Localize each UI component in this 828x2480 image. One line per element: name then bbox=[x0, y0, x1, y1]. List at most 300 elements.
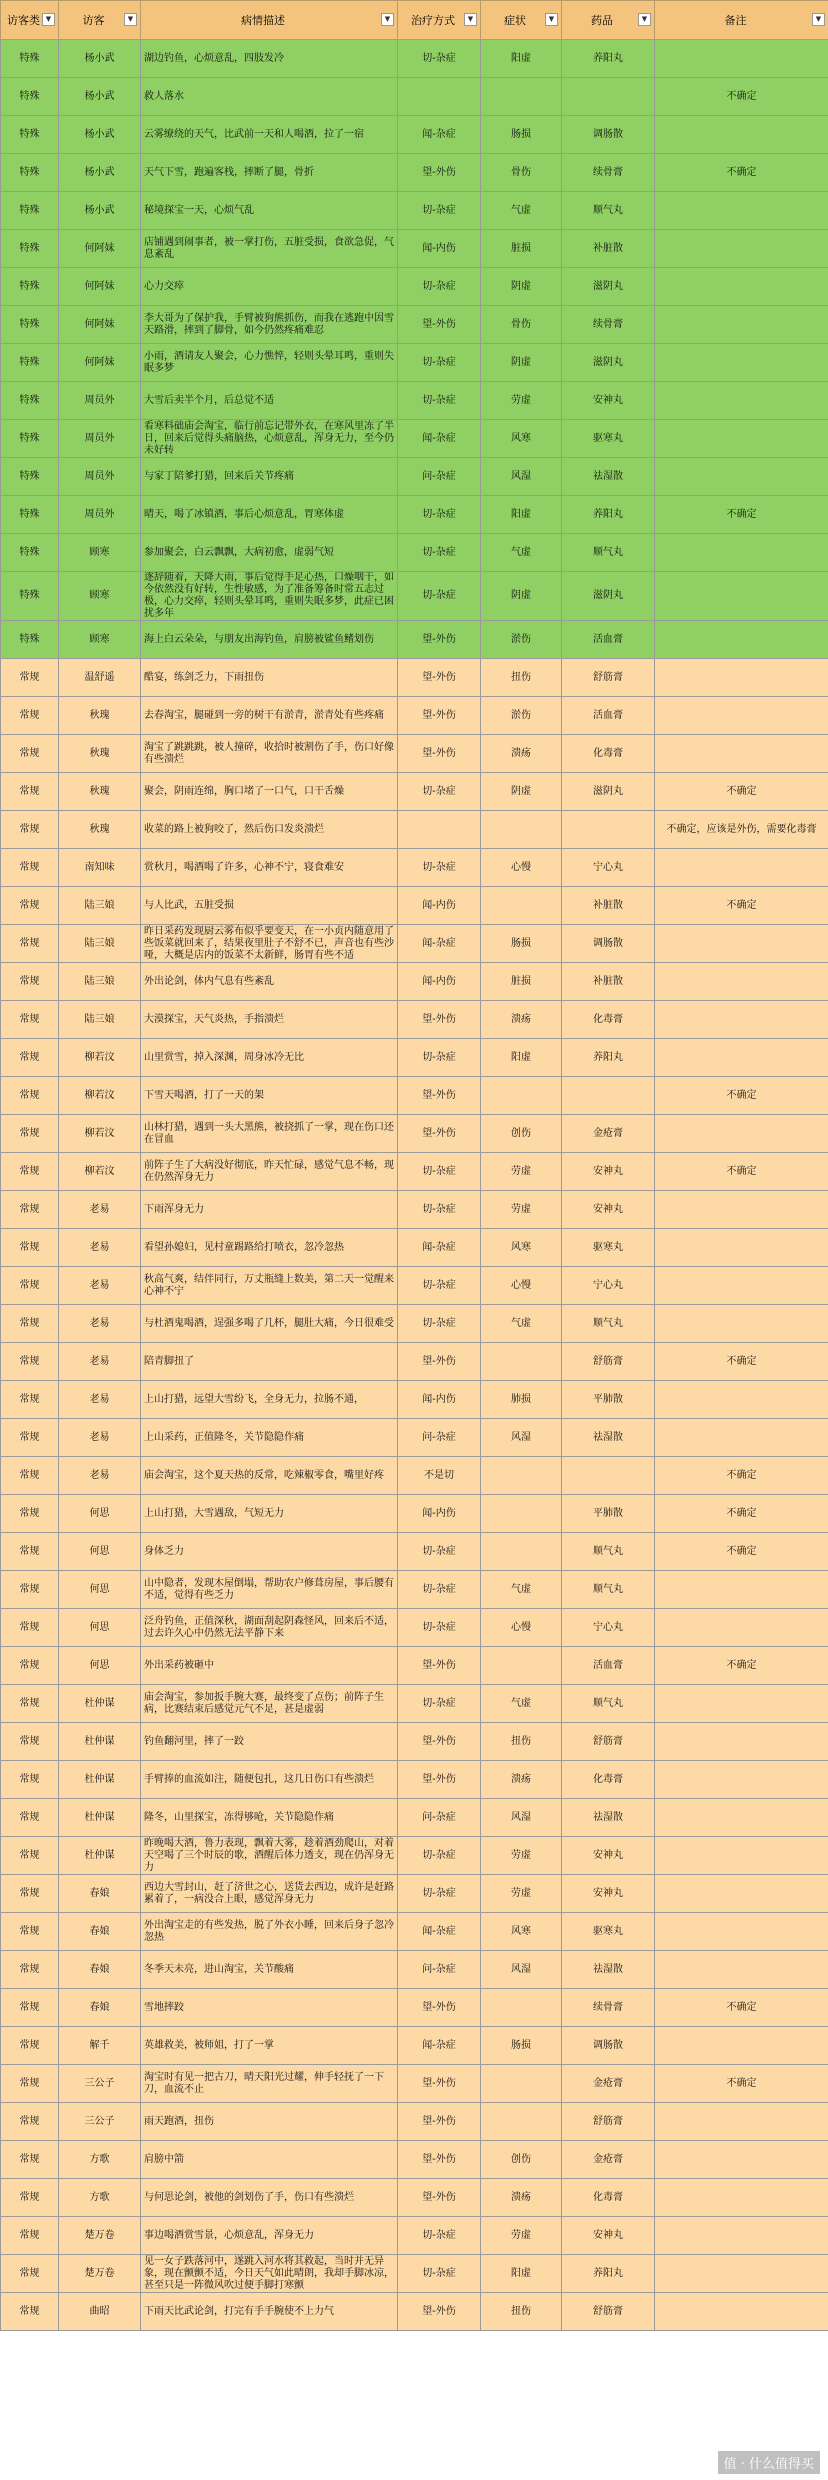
symptom-cell[interactable]: 心慢 bbox=[481, 849, 562, 887]
treatment-method-cell[interactable]: 切-杂症 bbox=[398, 1039, 481, 1077]
treatment-method-cell[interactable]: 问-杂症 bbox=[398, 1799, 481, 1837]
symptom-cell[interactable]: 阳虚 bbox=[481, 1039, 562, 1077]
symptom-cell[interactable]: 风寒 bbox=[481, 1913, 562, 1951]
visitor-name-cell[interactable]: 老易 bbox=[59, 1305, 141, 1343]
symptom-cell[interactable]: 劳虚 bbox=[481, 1191, 562, 1229]
condition-description-cell[interactable]: 山里赏雪，掉入深渊，周身冰冷无比 bbox=[141, 1039, 398, 1077]
remark-cell[interactable] bbox=[655, 2103, 828, 2141]
symptom-cell[interactable]: 劳虚 bbox=[481, 382, 562, 420]
symptom-cell[interactable]: 阴虚 bbox=[481, 344, 562, 382]
medicine-cell[interactable]: 祛湿散 bbox=[562, 458, 655, 496]
medicine-cell[interactable]: 化毒膏 bbox=[562, 735, 655, 773]
visitor-type-cell[interactable]: 特殊 bbox=[1, 621, 59, 659]
treatment-method-cell[interactable]: 望-外伤 bbox=[398, 1647, 481, 1685]
column-header[interactable] bbox=[655, 1, 828, 40]
medicine-cell[interactable]: 活血膏 bbox=[562, 621, 655, 659]
visitor-name-cell[interactable]: 老易 bbox=[59, 1381, 141, 1419]
symptom-cell[interactable]: 气虚 bbox=[481, 1685, 562, 1723]
visitor-name-cell[interactable]: 楚万卷 bbox=[59, 2255, 141, 2293]
symptom-cell[interactable]: 阴虚 bbox=[481, 773, 562, 811]
remark-cell[interactable] bbox=[655, 2027, 828, 2065]
visitor-name-cell[interactable]: 老易 bbox=[59, 1343, 141, 1381]
remark-cell[interactable]: 不确定 bbox=[655, 496, 828, 534]
condition-description-cell[interactable]: 去春淘宝，腿碰到一旁的树干有淤青，淤青处有些疼痛 bbox=[141, 697, 398, 735]
medicine-cell[interactable]: 补脏散 bbox=[562, 963, 655, 1001]
visitor-name-cell[interactable]: 方歌 bbox=[59, 2141, 141, 2179]
column-header[interactable] bbox=[562, 1, 655, 40]
visitor-name-cell[interactable]: 春娘 bbox=[59, 1951, 141, 1989]
treatment-method-cell[interactable]: 切-杂症 bbox=[398, 1267, 481, 1305]
treatment-method-cell[interactable]: 望-外伤 bbox=[398, 1761, 481, 1799]
condition-description-cell[interactable]: 看寒料础庙会淘宝，临行前忘记带外衣，在寒风里冻了半日，回来后觉得头痛脑热，心烦意乱，浑身无力，至今仍未好转 bbox=[141, 420, 398, 458]
remark-cell[interactable]: 不确定 bbox=[655, 1989, 828, 2027]
remark-cell[interactable] bbox=[655, 1913, 828, 1951]
remark-cell[interactable] bbox=[655, 344, 828, 382]
medicine-cell[interactable] bbox=[562, 1077, 655, 1115]
visitor-type-cell[interactable]: 常规 bbox=[1, 2293, 59, 2331]
remark-cell[interactable] bbox=[655, 1571, 828, 1609]
condition-description-cell[interactable]: 与人比武，五脏受损 bbox=[141, 887, 398, 925]
medicine-cell[interactable]: 宁心丸 bbox=[562, 849, 655, 887]
treatment-method-cell[interactable]: 望-外伤 bbox=[398, 735, 481, 773]
medicine-cell[interactable]: 驱寒丸 bbox=[562, 420, 655, 458]
treatment-method-cell[interactable]: 闻-杂症 bbox=[398, 1229, 481, 1267]
visitor-name-cell[interactable]: 陆三娘 bbox=[59, 925, 141, 963]
medicine-cell[interactable]: 顺气丸 bbox=[562, 1685, 655, 1723]
condition-description-cell[interactable]: 与何思论剑，被他的剑划伤了手，伤口有些溃烂 bbox=[141, 2179, 398, 2217]
visitor-name-cell[interactable]: 杜仲谋 bbox=[59, 1685, 141, 1723]
treatment-method-cell[interactable]: 望-外伤 bbox=[398, 1077, 481, 1115]
visitor-name-cell[interactable]: 老易 bbox=[59, 1419, 141, 1457]
symptom-cell[interactable]: 脏损 bbox=[481, 230, 562, 268]
condition-description-cell[interactable]: 小雨，酒请友人聚会，心力憔悴，轻则头晕耳鸣，重则失眠多梦 bbox=[141, 344, 398, 382]
medicine-cell[interactable]: 安神丸 bbox=[562, 382, 655, 420]
visitor-name-cell[interactable]: 何阿妹 bbox=[59, 230, 141, 268]
treatment-method-cell[interactable]: 问-杂症 bbox=[398, 1419, 481, 1457]
visitor-name-cell[interactable]: 老易 bbox=[59, 1457, 141, 1495]
remark-cell[interactable]: 不确定 bbox=[655, 773, 828, 811]
remark-cell[interactable] bbox=[655, 963, 828, 1001]
medicine-cell[interactable]: 顺气丸 bbox=[562, 192, 655, 230]
column-header[interactable] bbox=[1, 1, 59, 40]
symptom-cell[interactable]: 风寒 bbox=[481, 1229, 562, 1267]
treatment-method-cell[interactable]: 切-杂症 bbox=[398, 2217, 481, 2255]
visitor-name-cell[interactable]: 杨小武 bbox=[59, 116, 141, 154]
visitor-name-cell[interactable]: 秋瑰 bbox=[59, 697, 141, 735]
symptom-cell[interactable]: 创伤 bbox=[481, 2141, 562, 2179]
visitor-type-cell[interactable]: 常规 bbox=[1, 697, 59, 735]
condition-description-cell[interactable]: 英雄救美，被师姐，打了一掌 bbox=[141, 2027, 398, 2065]
visitor-name-cell[interactable]: 三公子 bbox=[59, 2103, 141, 2141]
condition-description-cell[interactable]: 上山采药，正值隆冬，关节隐隐作痛 bbox=[141, 1419, 398, 1457]
remark-cell[interactable] bbox=[655, 268, 828, 306]
visitor-type-cell[interactable]: 特殊 bbox=[1, 458, 59, 496]
condition-description-cell[interactable]: 外出采药被砸中 bbox=[141, 1647, 398, 1685]
condition-description-cell[interactable]: 大漠探宝，天气炎热，手指溃烂 bbox=[141, 1001, 398, 1039]
medicine-cell[interactable]: 补脏散 bbox=[562, 230, 655, 268]
symptom-cell[interactable]: 阴虚 bbox=[481, 572, 562, 621]
condition-description-cell[interactable]: 外出论剑，体内气息有些紊乱 bbox=[141, 963, 398, 1001]
medicine-cell[interactable]: 宁心丸 bbox=[562, 1609, 655, 1647]
symptom-cell[interactable] bbox=[481, 78, 562, 116]
condition-description-cell[interactable]: 隆冬，山里探宝，冻得够呛，关节隐隐作痛 bbox=[141, 1799, 398, 1837]
condition-description-cell[interactable]: 山中隐者，发现木屋倒塌，帮助农户修葺房屋，事后腰有不适，觉得有些乏力 bbox=[141, 1571, 398, 1609]
medicine-cell[interactable]: 安神丸 bbox=[562, 1837, 655, 1875]
symptom-cell[interactable]: 阴虚 bbox=[481, 268, 562, 306]
medicine-cell[interactable]: 活血膏 bbox=[562, 1647, 655, 1685]
condition-description-cell[interactable]: 事边喝酒赏雪景，心烦意乱，浑身无力 bbox=[141, 2217, 398, 2255]
remark-cell[interactable] bbox=[655, 1191, 828, 1229]
visitor-name-cell[interactable]: 老易 bbox=[59, 1267, 141, 1305]
remark-cell[interactable] bbox=[655, 1609, 828, 1647]
condition-description-cell[interactable]: 上山打猎，大雪遇敌，气短无力 bbox=[141, 1495, 398, 1533]
symptom-cell[interactable]: 骨伤 bbox=[481, 306, 562, 344]
visitor-type-cell[interactable]: 常规 bbox=[1, 1913, 59, 1951]
visitor-name-cell[interactable]: 周员外 bbox=[59, 420, 141, 458]
visitor-type-cell[interactable]: 常规 bbox=[1, 1571, 59, 1609]
visitor-type-cell[interactable]: 特殊 bbox=[1, 78, 59, 116]
medicine-cell[interactable]: 平肺散 bbox=[562, 1495, 655, 1533]
condition-description-cell[interactable]: 前阵子生了大病没好彻底，昨天忙碌，感觉气息不畅，现在仍然浑身无力 bbox=[141, 1153, 398, 1191]
remark-cell[interactable] bbox=[655, 1837, 828, 1875]
condition-description-cell[interactable]: 雨天跑酒，扭伤 bbox=[141, 2103, 398, 2141]
treatment-method-cell[interactable]: 切-杂症 bbox=[398, 1305, 481, 1343]
filter-dropdown-icon[interactable]: ▼ bbox=[812, 13, 825, 26]
symptom-cell[interactable]: 溃疡 bbox=[481, 1761, 562, 1799]
medicine-cell[interactable]: 养阳丸 bbox=[562, 1039, 655, 1077]
visitor-name-cell[interactable]: 周员外 bbox=[59, 382, 141, 420]
treatment-method-cell[interactable]: 切-杂症 bbox=[398, 773, 481, 811]
symptom-cell[interactable]: 风湿 bbox=[481, 1419, 562, 1457]
visitor-name-cell[interactable]: 陆三娘 bbox=[59, 887, 141, 925]
condition-description-cell[interactable]: 上山打猎，远望大雪纷飞，全身无力，拉肠不通， bbox=[141, 1381, 398, 1419]
visitor-type-cell[interactable]: 常规 bbox=[1, 1837, 59, 1875]
visitor-name-cell[interactable]: 老易 bbox=[59, 1229, 141, 1267]
medicine-cell[interactable]: 舒筋膏 bbox=[562, 2293, 655, 2331]
condition-description-cell[interactable]: 秋高气爽，结伴同行，万丈瓶缝上数美，第二天一觉醒来心神不宁 bbox=[141, 1267, 398, 1305]
remark-cell[interactable] bbox=[655, 2217, 828, 2255]
visitor-name-cell[interactable]: 秋瑰 bbox=[59, 773, 141, 811]
condition-description-cell[interactable]: 冬季天未亮，进山淘宝，关节酸痛 bbox=[141, 1951, 398, 1989]
visitor-name-cell[interactable]: 柳若汶 bbox=[59, 1153, 141, 1191]
visitor-name-cell[interactable]: 陆三娘 bbox=[59, 1001, 141, 1039]
column-header[interactable] bbox=[141, 1, 398, 40]
treatment-method-cell[interactable]: 切-杂症 bbox=[398, 192, 481, 230]
condition-description-cell[interactable]: 与家丁陪爹打猎，回来后关节疼痛 bbox=[141, 458, 398, 496]
visitor-name-cell[interactable]: 南知味 bbox=[59, 849, 141, 887]
visitor-type-cell[interactable]: 常规 bbox=[1, 2065, 59, 2103]
visitor-type-cell[interactable]: 常规 bbox=[1, 1001, 59, 1039]
treatment-method-cell[interactable]: 望-外伤 bbox=[398, 2103, 481, 2141]
remark-cell[interactable]: 不确定 bbox=[655, 78, 828, 116]
condition-description-cell[interactable]: 下雨浑身无力 bbox=[141, 1191, 398, 1229]
symptom-cell[interactable]: 骨伤 bbox=[481, 154, 562, 192]
remark-cell[interactable]: 不确定，应该是外伤，需要化毒膏 bbox=[655, 811, 828, 849]
visitor-type-cell[interactable]: 常规 bbox=[1, 1799, 59, 1837]
condition-description-cell[interactable]: 钓鱼翻河里，摔了一跤 bbox=[141, 1723, 398, 1761]
medicine-cell[interactable]: 补脏散 bbox=[562, 887, 655, 925]
medicine-cell[interactable]: 养阳丸 bbox=[562, 2255, 655, 2293]
symptom-cell[interactable]: 劳虚 bbox=[481, 1153, 562, 1191]
remark-cell[interactable] bbox=[655, 40, 828, 78]
visitor-type-cell[interactable]: 特殊 bbox=[1, 344, 59, 382]
condition-description-cell[interactable]: 淘宝时有见一把古刀，晴天阳光过耀，伸手轻抚了一下刀，血流不止 bbox=[141, 2065, 398, 2103]
visitor-type-cell[interactable]: 常规 bbox=[1, 963, 59, 1001]
visitor-type-cell[interactable]: 常规 bbox=[1, 1267, 59, 1305]
visitor-type-cell[interactable]: 常规 bbox=[1, 1875, 59, 1913]
treatment-method-cell[interactable]: 望-外伤 bbox=[398, 621, 481, 659]
treatment-method-cell[interactable]: 望-外伤 bbox=[398, 2141, 481, 2179]
visitor-type-cell[interactable]: 常规 bbox=[1, 2217, 59, 2255]
treatment-method-cell[interactable]: 切-杂症 bbox=[398, 572, 481, 621]
remark-cell[interactable] bbox=[655, 1761, 828, 1799]
visitor-type-cell[interactable]: 常规 bbox=[1, 1495, 59, 1533]
condition-description-cell[interactable]: 下雪天喝酒，打了一天的架 bbox=[141, 1077, 398, 1115]
symptom-cell[interactable] bbox=[481, 887, 562, 925]
condition-description-cell[interactable]: 大雪后卖半个月，后总觉不适 bbox=[141, 382, 398, 420]
treatment-method-cell[interactable]: 切-杂症 bbox=[398, 534, 481, 572]
remark-cell[interactable] bbox=[655, 116, 828, 154]
remark-cell[interactable] bbox=[655, 2141, 828, 2179]
visitor-type-cell[interactable]: 常规 bbox=[1, 1951, 59, 1989]
visitor-type-cell[interactable]: 特殊 bbox=[1, 306, 59, 344]
condition-description-cell[interactable]: 参加聚会，白云飘飘，大病初愈，虚弱气短 bbox=[141, 534, 398, 572]
visitor-name-cell[interactable]: 柳若汶 bbox=[59, 1039, 141, 1077]
visitor-type-cell[interactable]: 常规 bbox=[1, 2255, 59, 2293]
visitor-type-cell[interactable]: 常规 bbox=[1, 773, 59, 811]
remark-cell[interactable] bbox=[655, 572, 828, 621]
visitor-type-cell[interactable]: 常规 bbox=[1, 735, 59, 773]
symptom-cell[interactable] bbox=[481, 1647, 562, 1685]
visitor-type-cell[interactable]: 特殊 bbox=[1, 230, 59, 268]
medicine-cell[interactable]: 安神丸 bbox=[562, 2217, 655, 2255]
visitor-type-cell[interactable]: 常规 bbox=[1, 1419, 59, 1457]
symptom-cell[interactable] bbox=[481, 811, 562, 849]
symptom-cell[interactable]: 阳虚 bbox=[481, 40, 562, 78]
remark-cell[interactable] bbox=[655, 420, 828, 458]
remark-cell[interactable]: 不确定 bbox=[655, 1457, 828, 1495]
symptom-cell[interactable]: 阳虚 bbox=[481, 496, 562, 534]
visitor-type-cell[interactable]: 常规 bbox=[1, 925, 59, 963]
treatment-method-cell[interactable]: 闻-内伤 bbox=[398, 963, 481, 1001]
remark-cell[interactable] bbox=[655, 534, 828, 572]
symptom-cell[interactable] bbox=[481, 1495, 562, 1533]
treatment-method-cell[interactable]: 望-外伤 bbox=[398, 306, 481, 344]
medicine-cell[interactable]: 顺气丸 bbox=[562, 1305, 655, 1343]
symptom-cell[interactable]: 劳虚 bbox=[481, 1875, 562, 1913]
medicine-cell[interactable]: 顺气丸 bbox=[562, 1533, 655, 1571]
symptom-cell[interactable]: 溃疡 bbox=[481, 1001, 562, 1039]
condition-description-cell[interactable]: 收菜的路上被狗咬了，然后伤口发炎溃烂 bbox=[141, 811, 398, 849]
symptom-cell[interactable] bbox=[481, 1457, 562, 1495]
symptom-cell[interactable]: 气虚 bbox=[481, 192, 562, 230]
condition-description-cell[interactable]: 与杜酒鬼喝酒，逞强多喝了几杯，腿肚大痛，今日很难受 bbox=[141, 1305, 398, 1343]
visitor-type-cell[interactable]: 常规 bbox=[1, 2103, 59, 2141]
treatment-method-cell[interactable]: 望-外伤 bbox=[398, 1115, 481, 1153]
visitor-type-cell[interactable]: 常规 bbox=[1, 1153, 59, 1191]
visitor-name-cell[interactable]: 解千 bbox=[59, 2027, 141, 2065]
medicine-cell[interactable]: 舒筋膏 bbox=[562, 1723, 655, 1761]
symptom-cell[interactable]: 肠损 bbox=[481, 116, 562, 154]
visitor-type-cell[interactable]: 常规 bbox=[1, 1343, 59, 1381]
remark-cell[interactable] bbox=[655, 1875, 828, 1913]
visitor-name-cell[interactable]: 三公子 bbox=[59, 2065, 141, 2103]
visitor-name-cell[interactable]: 何思 bbox=[59, 1495, 141, 1533]
remark-cell[interactable]: 不确定 bbox=[655, 1153, 828, 1191]
medicine-cell[interactable]: 调肠散 bbox=[562, 116, 655, 154]
symptom-cell[interactable] bbox=[481, 1343, 562, 1381]
symptom-cell[interactable]: 劳虚 bbox=[481, 2217, 562, 2255]
symptom-cell[interactable]: 淤伤 bbox=[481, 621, 562, 659]
remark-cell[interactable] bbox=[655, 458, 828, 496]
condition-description-cell[interactable]: 庙会淘宝，参加扳手腕大赛，最终变了点伤；前阵子生病，比赛结束后感觉元气不足，甚是虚弱 bbox=[141, 1685, 398, 1723]
visitor-type-cell[interactable]: 常规 bbox=[1, 1761, 59, 1799]
visitor-type-cell[interactable]: 常规 bbox=[1, 659, 59, 697]
visitor-type-cell[interactable]: 常规 bbox=[1, 1609, 59, 1647]
visitor-name-cell[interactable]: 何阿妹 bbox=[59, 344, 141, 382]
remark-cell[interactable] bbox=[655, 1267, 828, 1305]
treatment-method-cell[interactable]: 望-外伤 bbox=[398, 1723, 481, 1761]
visitor-type-cell[interactable]: 常规 bbox=[1, 1077, 59, 1115]
visitor-name-cell[interactable]: 周员外 bbox=[59, 496, 141, 534]
remark-cell[interactable] bbox=[655, 659, 828, 697]
filter-dropdown-icon[interactable]: ▼ bbox=[42, 13, 55, 26]
condition-description-cell[interactable]: 看望孙媳妇，见村童踢路给打喷衣，忽冷忽热 bbox=[141, 1229, 398, 1267]
condition-description-cell[interactable]: 李大哥为了保护我，手臂被狗熊抓伤，而我在逃跑中因雪天路滑，摔到了脚骨，如今仍然疼痛难忍 bbox=[141, 306, 398, 344]
remark-cell[interactable] bbox=[655, 2293, 828, 2331]
medicine-cell[interactable]: 滋阴丸 bbox=[562, 773, 655, 811]
medicine-cell[interactable] bbox=[562, 811, 655, 849]
condition-description-cell[interactable]: 天气下雪，跑遍客栈，摔断了腿，骨折 bbox=[141, 154, 398, 192]
symptom-cell[interactable]: 风湿 bbox=[481, 458, 562, 496]
treatment-method-cell[interactable]: 切-杂症 bbox=[398, 382, 481, 420]
symptom-cell[interactable]: 肠损 bbox=[481, 2027, 562, 2065]
treatment-method-cell[interactable]: 望-外伤 bbox=[398, 2065, 481, 2103]
treatment-method-cell[interactable]: 切-杂症 bbox=[398, 1533, 481, 1571]
condition-description-cell[interactable]: 手臂捧的血流如注，随便包扎，这几日伤口有些溃烂 bbox=[141, 1761, 398, 1799]
condition-description-cell[interactable]: 逐辞随着，天降大雨，事后觉得手足心热，口燥咽干，如今依然没有好转，生性敏感，为了准备筹备时常五志过极，心力交瘁，轻则头晕耳鸣，重则失眠多梦，此症已困扰多年 bbox=[141, 572, 398, 621]
medicine-cell[interactable]: 养阳丸 bbox=[562, 496, 655, 534]
visitor-name-cell[interactable]: 春娘 bbox=[59, 1875, 141, 1913]
condition-description-cell[interactable]: 店铺遇到闹事者，被一掌打伤，五脏受损，食欲急促，气息紊乱 bbox=[141, 230, 398, 268]
symptom-cell[interactable]: 劳虚 bbox=[481, 1837, 562, 1875]
treatment-method-cell[interactable]: 切-杂症 bbox=[398, 1571, 481, 1609]
condition-description-cell[interactable]: 泛舟钓鱼，正值深秋，湖面刮起阴森怪风，回来后不适，过去许久心中仍然无法平静下来 bbox=[141, 1609, 398, 1647]
symptom-cell[interactable] bbox=[481, 2103, 562, 2141]
remark-cell[interactable] bbox=[655, 1001, 828, 1039]
condition-description-cell[interactable]: 昨日采药发现厨云雾布似乎要变天，在一小贞内随意用了些饭菜就回来了，结果夜里肚子不舒不已，声音也有些沙哑，大概是店内的饭菜不太新鲜，肠胃有些不适 bbox=[141, 925, 398, 963]
medicine-cell[interactable]: 活血膏 bbox=[562, 697, 655, 735]
visitor-type-cell[interactable]: 常规 bbox=[1, 1039, 59, 1077]
filter-dropdown-icon[interactable]: ▼ bbox=[545, 13, 558, 26]
visitor-name-cell[interactable]: 楚万卷 bbox=[59, 2217, 141, 2255]
visitor-name-cell[interactable]: 何思 bbox=[59, 1647, 141, 1685]
treatment-method-cell[interactable]: 切-杂症 bbox=[398, 496, 481, 534]
remark-cell[interactable] bbox=[655, 192, 828, 230]
remark-cell[interactable] bbox=[655, 1381, 828, 1419]
symptom-cell[interactable]: 扭伤 bbox=[481, 659, 562, 697]
treatment-method-cell[interactable] bbox=[398, 811, 481, 849]
condition-description-cell[interactable]: 淘宝了跳跳跳，被人撞碎，收拾时被割伤了手，伤口好像有些溃烂 bbox=[141, 735, 398, 773]
symptom-cell[interactable]: 风湿 bbox=[481, 1799, 562, 1837]
visitor-type-cell[interactable]: 特殊 bbox=[1, 420, 59, 458]
remark-cell[interactable] bbox=[655, 2255, 828, 2293]
medicine-cell[interactable]: 调肠散 bbox=[562, 2027, 655, 2065]
treatment-method-cell[interactable] bbox=[398, 78, 481, 116]
treatment-method-cell[interactable]: 望-外伤 bbox=[398, 659, 481, 697]
medicine-cell[interactable]: 祛湿散 bbox=[562, 1419, 655, 1457]
medicine-cell[interactable] bbox=[562, 78, 655, 116]
visitor-type-cell[interactable]: 常规 bbox=[1, 1685, 59, 1723]
visitor-type-cell[interactable]: 特殊 bbox=[1, 154, 59, 192]
visitor-type-cell[interactable]: 常规 bbox=[1, 1115, 59, 1153]
visitor-type-cell[interactable]: 常规 bbox=[1, 849, 59, 887]
visitor-name-cell[interactable]: 何思 bbox=[59, 1609, 141, 1647]
visitor-type-cell[interactable]: 常规 bbox=[1, 2141, 59, 2179]
treatment-method-cell[interactable]: 不是切 bbox=[398, 1457, 481, 1495]
visitor-name-cell[interactable]: 老易 bbox=[59, 1191, 141, 1229]
medicine-cell[interactable]: 调肠散 bbox=[562, 925, 655, 963]
condition-description-cell[interactable]: 心力交瘁 bbox=[141, 268, 398, 306]
visitor-name-cell[interactable]: 何阿妹 bbox=[59, 268, 141, 306]
visitor-name-cell[interactable]: 顾寒 bbox=[59, 534, 141, 572]
visitor-name-cell[interactable]: 杜仲谋 bbox=[59, 1723, 141, 1761]
visitor-type-cell[interactable]: 常规 bbox=[1, 811, 59, 849]
symptom-cell[interactable]: 创伤 bbox=[481, 1115, 562, 1153]
visitor-type-cell[interactable]: 特殊 bbox=[1, 192, 59, 230]
medicine-cell[interactable]: 祛湿散 bbox=[562, 1799, 655, 1837]
visitor-name-cell[interactable]: 方歌 bbox=[59, 2179, 141, 2217]
condition-description-cell[interactable]: 身体乏力 bbox=[141, 1533, 398, 1571]
condition-description-cell[interactable]: 秘境探宝一天，心烦气乱 bbox=[141, 192, 398, 230]
visitor-type-cell[interactable]: 常规 bbox=[1, 1229, 59, 1267]
remark-cell[interactable]: 不确定 bbox=[655, 1343, 828, 1381]
treatment-method-cell[interactable]: 切-杂症 bbox=[398, 344, 481, 382]
symptom-cell[interactable]: 扭伤 bbox=[481, 1723, 562, 1761]
condition-description-cell[interactable]: 外出淘宝走的有些发热，脱了外衣小睡，回来后身子忽冷忽热 bbox=[141, 1913, 398, 1951]
visitor-name-cell[interactable]: 柳若汶 bbox=[59, 1077, 141, 1115]
medicine-cell[interactable]: 金疮膏 bbox=[562, 2065, 655, 2103]
visitor-type-cell[interactable]: 特殊 bbox=[1, 40, 59, 78]
visitor-name-cell[interactable]: 春娘 bbox=[59, 1989, 141, 2027]
medicine-cell[interactable]: 安神丸 bbox=[562, 1153, 655, 1191]
treatment-method-cell[interactable]: 闻-杂症 bbox=[398, 420, 481, 458]
symptom-cell[interactable]: 气虚 bbox=[481, 1305, 562, 1343]
visitor-name-cell[interactable]: 何思 bbox=[59, 1533, 141, 1571]
symptom-cell[interactable]: 风寒 bbox=[481, 420, 562, 458]
treatment-method-cell[interactable]: 望-外伤 bbox=[398, 2293, 481, 2331]
remark-cell[interactable]: 不确定 bbox=[655, 1647, 828, 1685]
visitor-name-cell[interactable]: 秋瑰 bbox=[59, 735, 141, 773]
treatment-method-cell[interactable]: 切-杂症 bbox=[398, 1191, 481, 1229]
filter-dropdown-icon[interactable]: ▼ bbox=[464, 13, 477, 26]
symptom-cell[interactable]: 肠损 bbox=[481, 925, 562, 963]
remark-cell[interactable] bbox=[655, 697, 828, 735]
visitor-name-cell[interactable]: 杜仲谋 bbox=[59, 1761, 141, 1799]
visitor-type-cell[interactable]: 常规 bbox=[1, 1723, 59, 1761]
filter-dropdown-icon[interactable]: ▼ bbox=[124, 13, 137, 26]
medicine-cell[interactable]: 金疮膏 bbox=[562, 2141, 655, 2179]
medicine-cell[interactable]: 养阳丸 bbox=[562, 40, 655, 78]
medicine-cell[interactable]: 化毒膏 bbox=[562, 2179, 655, 2217]
remark-cell[interactable] bbox=[655, 1305, 828, 1343]
treatment-method-cell[interactable]: 切-杂症 bbox=[398, 2255, 481, 2293]
medicine-cell[interactable]: 安神丸 bbox=[562, 1191, 655, 1229]
remark-cell[interactable] bbox=[655, 2179, 828, 2217]
symptom-cell[interactable] bbox=[481, 2065, 562, 2103]
visitor-name-cell[interactable]: 顾寒 bbox=[59, 572, 141, 621]
treatment-method-cell[interactable]: 望-外伤 bbox=[398, 154, 481, 192]
